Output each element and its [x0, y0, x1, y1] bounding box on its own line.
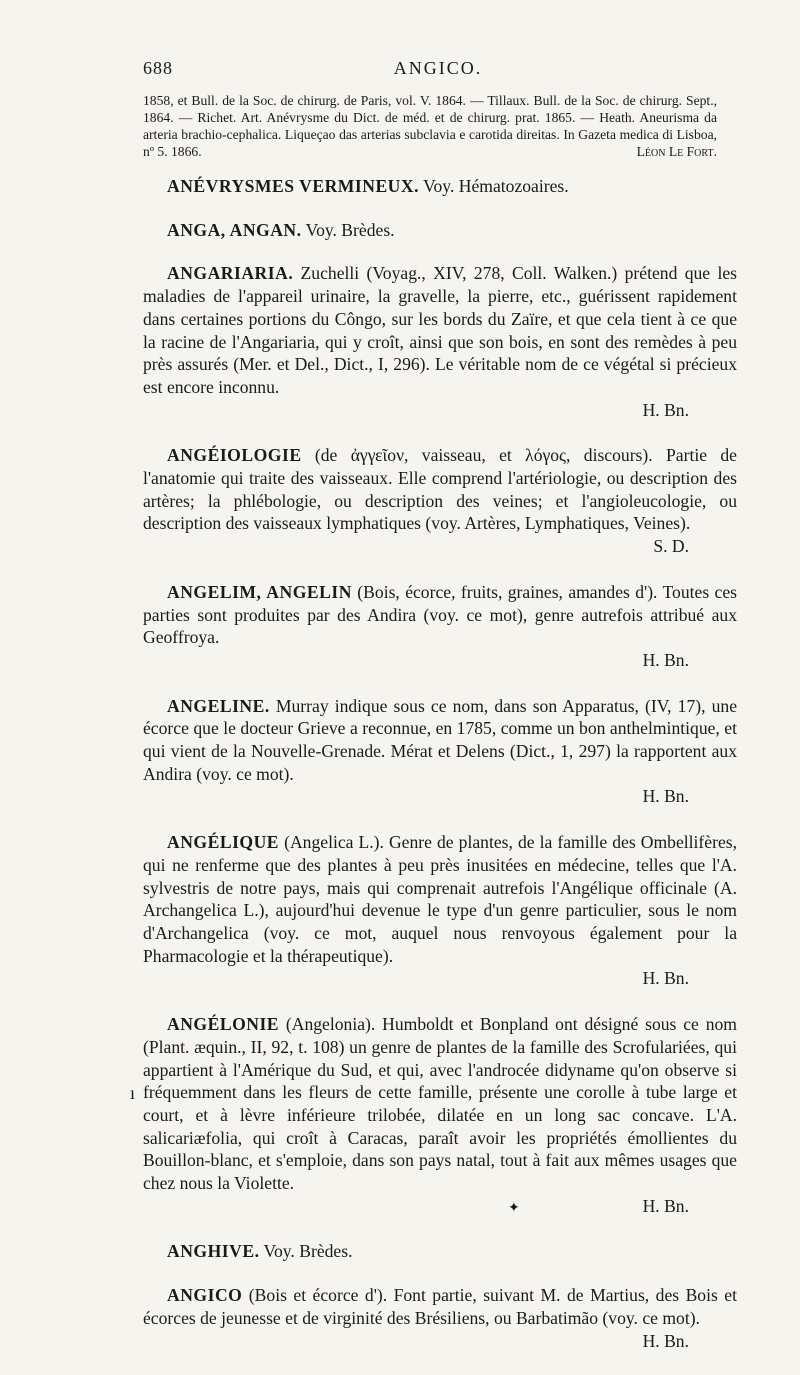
- entry-body: Voy. Hématozoaires.: [418, 176, 569, 196]
- entry-angelim-angelin: [143, 581, 737, 672]
- entry-signature: H. Bn.: [642, 968, 689, 989]
- entry-anevrysmes-vermineux: [143, 175, 737, 198]
- entry-headword: ANGICO: [167, 1285, 243, 1306]
- entry-angeiologie: [143, 444, 737, 558]
- page-number: 688: [143, 58, 173, 78]
- entry-headword: ANGÉIOLOGIE: [167, 445, 302, 466]
- entry-body: (Bois et écorce d'). Font partie, suivant M. de Martius, des Bois et écorces de jeunesse et de virginité des Brésiliens, ou Barbatimão (voy. ce mot).: [143, 1285, 737, 1328]
- entry-headword: ANGÉLONIE: [167, 1014, 280, 1035]
- entry-headword: ANGARIARIA.: [167, 263, 294, 284]
- entry-headword: ANGELINE.: [167, 695, 270, 716]
- entry-signature: H. Bn.: [642, 649, 689, 670]
- entry-body: (de ἀγγεῖον, vaisseau, et λόγος, discours). Partie de l'anatomie qui traite des vaisseaux. Elle comprend l'artériologie, ou description des artères; la phlébologie, ou description des veines; et l'angioleucologie, ou description des vaisseaux lymphatiques (voy. Artères, Lymphatiques, Veines).: [143, 445, 737, 534]
- entry-headword: ANÉVRYSMES VERMINEUX.: [167, 176, 419, 196]
- entry-headword: ANGÉLIQUE: [167, 832, 280, 853]
- entry-signature: H. Bn.: [642, 786, 689, 807]
- entry-signature: H. Bn.: [642, 399, 689, 420]
- references-text: 1858, et Bull. de la Soc. de chirurg. de Paris, vol. V. 1864. — Tillaux. Bull. de la Soc. de chirurg. Sept., 1864. — Richet. Art. Anévrysme du Dict. de méd. et de chirurg. prat. 1865. — Heath. Aneurisma da arteria brachio-cephalica. Liqueçao das arterias subclavia e carotida direitas. In Gazeta medica di Lisboa, nº 5. 1866.: [143, 93, 717, 159]
- entry-angeline: [143, 695, 737, 809]
- entry-angelonie: [143, 1013, 737, 1217]
- references-block: [143, 92, 717, 160]
- margin-mark: ı: [130, 1083, 136, 1103]
- entry-body: (Angelica L.). Genre de plantes, de la famille des Ombellifères, qui ne renferme que des plantes à peu près inusitées en médecine, telles que l'A. sylvestris de notre pays, mais qui comprenait autrefois l'Angélique officinale (A. Archangelica L.), aujourd'hui devenue le type d'un genre particulier, sous le nom d'Archangelica (voy. ce mot, auquel nous renvoyous également pour la Pharmacologie et la thérapeutique).: [143, 832, 737, 966]
- entry-headword: ANGELIM, ANGELIN: [167, 581, 352, 602]
- entry-angelique: [143, 831, 737, 990]
- entry-body: (Angelonia). Humboldt et Bonpland ont désigné sous ce nom (Plant. æquin., II, 92, t. 108) un genre de plantes de la famille des Scrofulariées, qui appartient à l'Amérique du Sud, et qui, avec l'androcée didyname qu'on observe si fréquemment dans les fleurs de cette famille, présente une corolle à tube large et court, et à lèvre inférieure trilobée, dilatée en un long sac concave. L'A. salicariæfolia, qui croît à Caracas, paraît avoir les propriétés émollientes du Bouillon-blanc, et s'emploie, dans son pays natal, tout à fait aux mêmes usages que chez nous la Violette.: [143, 1014, 737, 1194]
- page-header: [143, 58, 733, 86]
- entry-signature: S. D.: [653, 536, 689, 557]
- entry-body: Voy. Brèdes.: [301, 219, 395, 240]
- entry-body: (Bois, écorce, fruits, graines, amandes d'). Toutes ces parties sont produites par des Andira (voy. ce mot), genre autrefois attribué aux Geoffroya.: [143, 581, 737, 648]
- entry-angariaria: [143, 262, 737, 421]
- running-head: ANGICO.: [393, 58, 483, 78]
- entry-body: Zuchelli (Voyag., XIV, 278, Coll. Walken.) prétend que les maladies de l'appareil urinaire, la gravelle, la pierre, etc., guérissent rapidement dans certaines portions du Côngo, sur les bords du Zaïre, et que cela tient à ce que la racine de l'Angariaria, qui y croît, ainsi que son bois, en sont des remèdes à peu près assurés (Mer. et Del., Dict., I, 296). Le véritable nom de ce végétal si précieux est encore inconnu.: [143, 263, 737, 397]
- entry-body: Murray indique sous ce nom, dans son Apparatus, (IV, 17), une écorce que le docteur Grieve a reconnue, en 1785, comme un bon anthelmintique, et qui vient de la Nouvelle-Grenade. Mérat et Delens (Dict., 1, 297) la rapportent aux Andira (voy. ce mot).: [143, 695, 737, 784]
- entry-signature: H. Bn.: [642, 1330, 689, 1351]
- entries: [143, 175, 737, 1375]
- references-signature: Léon Le Fort.: [636, 144, 717, 159]
- entry-angico: [143, 1284, 737, 1352]
- entry-anga-angan: [143, 219, 737, 242]
- entry-signature: H. Bn.: [642, 1195, 689, 1216]
- bottom-ornament: ✦: [508, 1201, 520, 1216]
- entry-anghive: [143, 1240, 737, 1263]
- entry-headword: ANGHIVE.: [167, 1241, 260, 1262]
- entry-headword: ANGA, ANGAN.: [167, 219, 302, 240]
- entry-body: Voy. Brèdes.: [259, 1241, 353, 1262]
